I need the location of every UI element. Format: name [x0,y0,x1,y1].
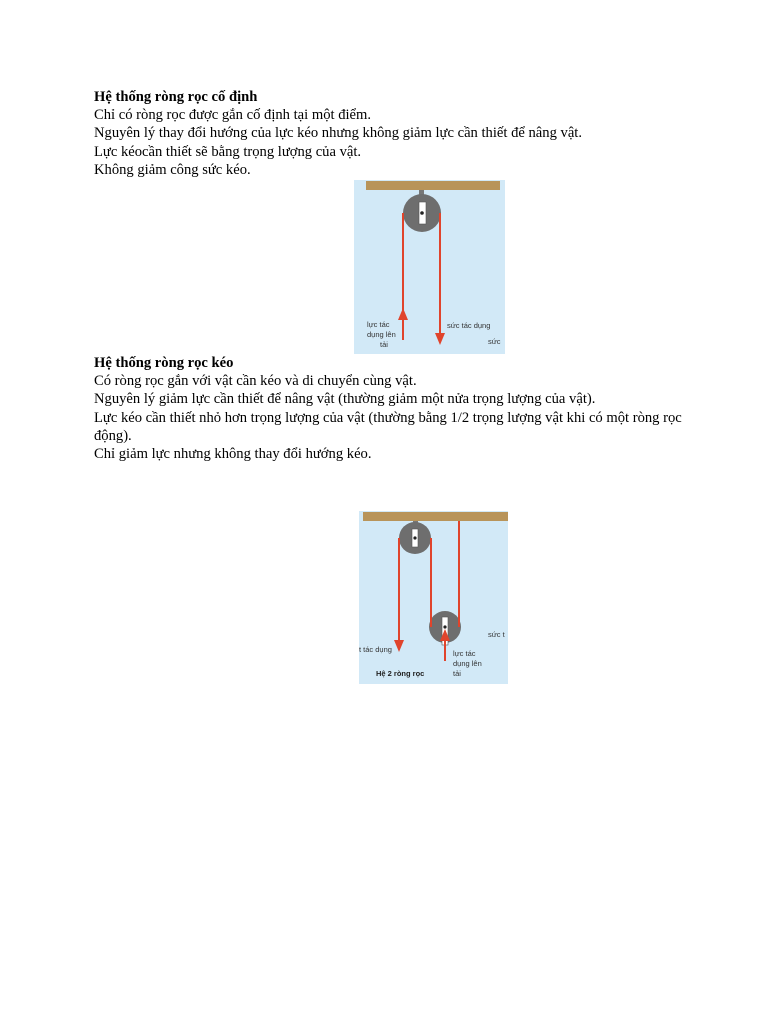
ceiling-beam [363,512,508,521]
label-load-force-1: lực tác [367,320,390,329]
label-load-force-1: lực tác [453,649,476,658]
paragraph-line: Chỉ giảm lực nhưng không thay đổi hướng kéo. [94,446,372,463]
pulley-axle [420,211,424,215]
paragraph-line: Có ròng rọc gắn với vật cần kéo và di chuyển cùng vật. [94,373,417,390]
section-heading: Hệ thống ròng rọc cố định [94,89,258,105]
label-load-force-3: tải [380,340,388,349]
two-pulley-diagram [359,511,508,684]
paragraph-line: Chỉ có ròng rọc được gắn cố định tại một điểm. [94,107,372,124]
paragraph-line: Nguyên lý giảm lực cần thiết để nâng vật (thường giảm một nửa trọng lượng của vật). [94,391,596,408]
fixed-pulley-section [94,88,684,179]
figure-caption: Hệ 2 ròng rọc [376,669,425,678]
section-heading: Hệ thống ròng rọc kéo [94,355,234,371]
paragraph-line: Không giảm công sức kéo. [94,161,251,178]
paragraph-line: Lực kéo cần thiết nhỏ hơn trọng lượng của vật (thường bằng 1/2 trọng lượng vật khi có một ròng rọc động). [94,409,682,444]
diagram-background [359,511,508,684]
two-pulley-figure [359,511,508,684]
paragraph-line: Nguyên lý thay đổi hướng của lực kéo nhưng không giảm lực cần thiết để nâng vật. [94,125,582,142]
ceiling-beam [366,181,500,190]
movable-pulley-axle [443,625,446,628]
movable-pulley-section [94,354,684,463]
label-load-force-3: tải [453,669,461,678]
label-applied-force-2: sức [488,337,501,346]
fixed-pulley-diagram [354,180,505,354]
fixed-pulley-figure [354,180,505,354]
paragraph-line: Lực kéocần thiết sẽ bằng trọng lượng của vật. [94,143,362,160]
label-load-force-2: dụng lên [453,659,482,668]
fixed-pulley-axle [413,536,416,539]
label-applied-force-right: sức t [488,630,505,639]
label-applied-force: sức tác dụng [447,321,491,330]
label-load-force-2: dụng lên [367,330,396,339]
label-applied-force: t tác dụng [359,645,392,654]
